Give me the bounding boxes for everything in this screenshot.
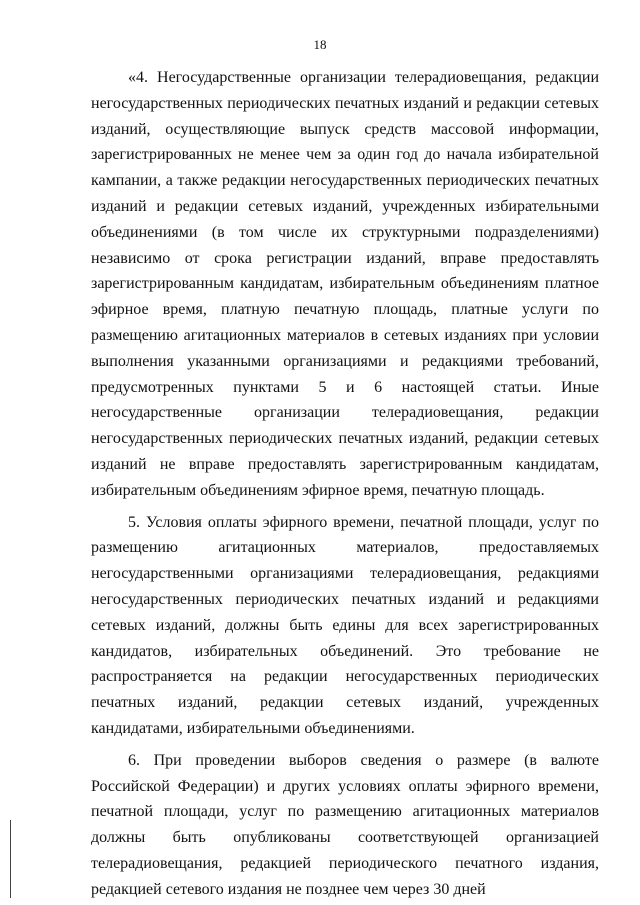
page-number: 18 xyxy=(313,37,327,52)
paragraph-5: 5. Условия оплаты эфирного времени, печатной площади, услуг по размещению агитационных материалов, предоставляемых негосударственными организациями телерадиовещания, редакциями негосударственных периодических печатных изданий и редакциями сетевых изданий, должны быть едины для всех зарегистрированных кандидатов, избирательных объединений. Это требование не распространяется на редакции негосударственных периодических печатных изданий, редакции сетевых изданий, учрежденных кандидатами, избирательными объединениями. xyxy=(91,513,599,737)
document-body xyxy=(91,65,599,903)
paragraph-4: «4. Негосударственные организации телерадиовещания, редакции негосударственных периодических печатных изданий и редакции сетевых изданий, осуществляющие выпуск средств массовой информации, зарегистрированных не менее чем за один год до начала избирательной кампании, а также редакции негосударственных периодических печатных изданий и редакции сетевых изданий, учрежденных избирательными объединениями (в том числе их структурными подразделениями) независимо от срока регистрации изданий, вправе предоставлять зарегистрированным кандидатам, избирательным объединениям платное эфирное время, платную печатную площадь, платные услуги по размещению агитационных материалов в сетевых изданиях при условии выполнения указанными организациями и редакциями требований, предусмотренных пунктами 5 и 6 настоящей статьи. Иные негосударственные организации телерадиовещания, редакции негосударственных периодических печатных изданий, редакции сетевых изданий не вправе предоставлять зарегистрированным кандидатам, избирательным объединениям эфирное время, печатную площадь. xyxy=(91,69,599,499)
margin-scan-line xyxy=(10,820,11,898)
paragraph-6: 6. При проведении выборов сведения о размере (в валюте Российской Федерации) и других условиях оплаты эфирного времени, печатной площади, услуг по размещению агитационных материалов должны быть опубликованы соответствующей организацией телерадиовещания, редакцией периодического печатного издания, редакцией сетевого издания не позднее чем через 30 дней xyxy=(91,751,599,898)
